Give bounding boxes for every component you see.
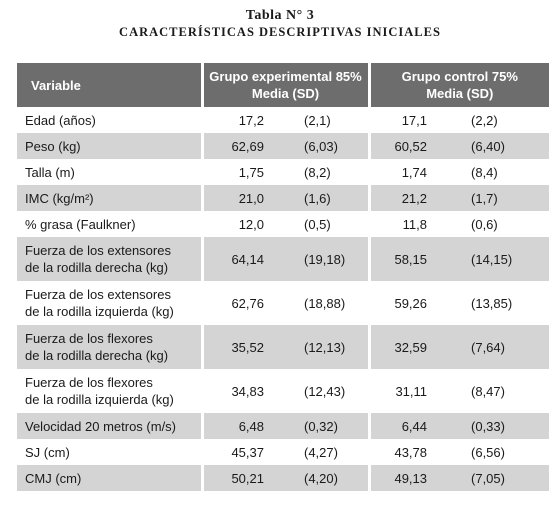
table-body: [17, 107, 549, 491]
cell-variable: [17, 237, 202, 281]
variable-label: CMJ (cm): [25, 470, 82, 486]
table-row: [17, 185, 549, 211]
cell-experimental-mean: 17,2: [202, 107, 274, 133]
table-subtitle: CARACTERÍSTICAS DESCRIPTIVAS INICIALES: [119, 25, 441, 39]
cell-experimental-mean: 21,0: [202, 185, 274, 211]
table-row: [17, 133, 549, 159]
cell-control-mean: 49,13: [369, 465, 441, 491]
variable-label: % grasa (Faulkner): [25, 216, 136, 232]
table-title: Tabla N° 3: [245, 8, 315, 23]
cell-control-sd: (7,64): [441, 325, 549, 369]
header-experimental-group: [202, 63, 369, 107]
cell-variable: [17, 465, 202, 491]
cell-control-mean: 6,44: [369, 413, 441, 439]
cell-experimental-sd: (4,20): [274, 465, 369, 491]
descriptive-characteristics-table: [17, 63, 549, 491]
variable-label-cont: de la rodilla derecha (kg): [25, 260, 169, 275]
table-row: [17, 325, 549, 369]
cell-control-mean: 21,2: [369, 185, 441, 211]
cell-control-sd: (0,6): [471, 216, 498, 232]
cell-control-mean: 31,11: [369, 369, 441, 413]
cell-control-sd: (7,05): [441, 465, 549, 491]
cell-experimental-sd: (0,32): [274, 413, 369, 439]
cell-control-mean: 32,59: [369, 325, 441, 369]
header-experimental-label: Grupo experimental 85%: [209, 69, 362, 84]
cell-experimental-mean: 35,52: [202, 325, 274, 369]
cell-control-sd: (6,40): [441, 133, 549, 159]
header-control-stat: Media (SD): [426, 86, 494, 101]
cell-variable: [17, 369, 202, 413]
cell-experimental-mean: 50,21: [202, 465, 274, 491]
variable-label-cont: de la rodilla izquierda (kg): [25, 392, 174, 407]
cell-variable: [17, 107, 202, 133]
cell-experimental-mean: 34,83: [202, 369, 274, 413]
variable-label: Fuerza de los flexores: [25, 331, 153, 346]
cell-variable: [17, 439, 202, 465]
cell-experimental-mean: 62,69: [202, 133, 274, 159]
cell-experimental-mean: 62,76: [202, 281, 274, 325]
variable-label: Edad (años): [25, 112, 96, 128]
table-row: [17, 369, 549, 413]
header-variable: Variable: [17, 63, 202, 107]
cell-control-sd: (1,7): [441, 185, 549, 211]
cell-experimental-sd: (2,1): [304, 112, 331, 128]
cell-variable: [17, 133, 202, 159]
cell-variable: [17, 159, 202, 185]
cell-control-sd: (0,33): [441, 413, 549, 439]
cell-experimental-mean: 12,0: [202, 211, 274, 237]
cell-control-sd: (6,56): [471, 444, 505, 460]
cell-experimental-mean: 6,48: [202, 413, 274, 439]
cell-control-sd: (2,2): [471, 112, 498, 128]
cell-variable: [17, 211, 202, 237]
table-row: [17, 107, 549, 133]
cell-control-sd: (13,85): [471, 295, 513, 311]
header-control-label: Grupo control 75%: [401, 69, 518, 84]
cell-control-mean: 17,1: [369, 107, 441, 133]
variable-label-cont: de la rodilla izquierda (kg): [25, 304, 174, 319]
table-row: [17, 465, 549, 491]
table-row: [17, 211, 549, 237]
table-row: [17, 159, 549, 185]
cell-control-mean: 59,26: [369, 281, 441, 325]
variable-label: Fuerza de los extensores: [25, 287, 171, 302]
header-control-group: [369, 63, 549, 107]
cell-experimental-sd: (6,03): [274, 133, 369, 159]
variable-label-cont: de la rodilla derecha (kg): [25, 348, 169, 363]
cell-variable: [17, 413, 202, 439]
header-experimental-stat: Media (SD): [251, 86, 320, 101]
table-row: [17, 413, 549, 439]
cell-experimental-mean: 1,75: [202, 159, 274, 185]
cell-control-mean: 1,74: [369, 159, 441, 185]
cell-experimental-sd: (4,27): [304, 444, 338, 460]
cell-experimental-sd: (12,13): [274, 325, 369, 369]
variable-label: Fuerza de los extensores: [25, 243, 171, 258]
cell-control-sd: (8,4): [471, 164, 498, 180]
cell-control-mean: 43,78: [369, 439, 441, 465]
cell-control-sd: (14,15): [441, 237, 549, 281]
cell-control-mean: 58,15: [369, 237, 441, 281]
cell-control-mean: 11,8: [369, 211, 441, 237]
cell-control-mean: 60,52: [369, 133, 441, 159]
variable-label: IMC (kg/m²): [25, 190, 94, 206]
variable-label: Talla (m): [25, 164, 75, 180]
variable-label: Fuerza de los flexores: [25, 375, 153, 390]
cell-variable: [17, 281, 202, 325]
cell-experimental-mean: 45,37: [202, 439, 274, 465]
table-header: [17, 63, 549, 107]
cell-control-sd: (8,47): [471, 383, 505, 399]
cell-experimental-sd: (0,5): [304, 216, 331, 232]
table-row: [17, 281, 549, 325]
cell-experimental-sd: (1,6): [274, 185, 369, 211]
cell-experimental-sd: (19,18): [274, 237, 369, 281]
table-row: [17, 237, 549, 281]
cell-experimental-sd: (12,43): [304, 383, 346, 399]
cell-variable: [17, 325, 202, 369]
cell-experimental-sd: (8,2): [304, 164, 331, 180]
cell-experimental-sd: (18,88): [304, 295, 346, 311]
variable-label: Velocidad 20 metros (m/s): [25, 418, 177, 434]
variable-label: SJ (cm): [25, 444, 70, 460]
variable-label: Peso (kg): [25, 138, 81, 154]
table-row: [17, 439, 549, 465]
cell-experimental-mean: 64,14: [202, 237, 274, 281]
cell-variable: [17, 185, 202, 211]
